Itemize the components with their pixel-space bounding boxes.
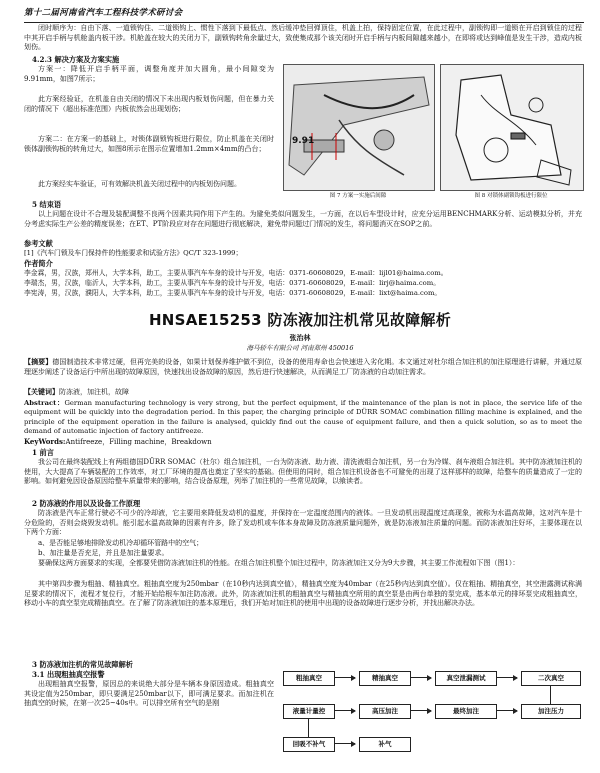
section-1-heading: 1 前言 xyxy=(32,448,54,457)
section-3-1-heading: 3.1 出现粗抽真空报警 xyxy=(32,670,105,679)
keywords-en-label: KeyWords: xyxy=(24,437,66,446)
section-3-1-text: 出现粗抽真空报警，原因总的来说绝大部分是车辆本身原因造成。粗抽真空其设定值为250mbar，即只要满足250mbar以下，即可满足要求。而加注机在抽真空的时候，在第一次25~40s中。可以排空所有空气的是刚 xyxy=(24,680,274,708)
flow-step-leak-test: 真空泄漏测试 xyxy=(435,671,497,686)
figure-8-image xyxy=(440,64,584,191)
flow-arrow xyxy=(411,677,431,678)
section-2-point-b: b、加注量是否充足，并且是加注量要求。 xyxy=(38,549,169,557)
conclusion-text: 以上问题在设计不合理及装配调整不良两个因素共同作用下产生的。为避免类似问题发生，一方面，在以后车型设计时，应充分运用BENCHMARK分析、运动模拟分析，并充分考虑实际生产公差的精度误差；在ET、PT阶段应对存在问题进行彻底解决，避免带问题过门情况的发生，将问题消灭在SOP之前。 xyxy=(24,210,582,228)
flow-connector xyxy=(550,685,551,704)
figure-8-caption: 图 8 对锁体副锁钩板进行限位 xyxy=(474,193,548,199)
plan-two-text: 方案二：在方案一的基础上，对锁体副锁钩板进行限位，防止机盖在关闭时锁体副锁钩板的转角过大，如图8所示在图示位置增加1.2mm×4mm的凸台； xyxy=(24,135,274,153)
flow-step-rough-vacuum: 粗抽真空 xyxy=(283,671,335,686)
figure-7-dimension-label: 9.91 xyxy=(292,136,315,146)
abstract-label: 【摘要】 xyxy=(24,357,53,366)
flow-step-suck-back: 回吸不补气 xyxy=(283,737,335,752)
flow-arrow xyxy=(497,710,517,711)
keywords-en xyxy=(24,437,582,448)
flow-arrow xyxy=(411,710,431,711)
flow-step-final-fill: 最终加注 xyxy=(435,704,497,719)
flow-step-high-pressure-fill: 高压加注 xyxy=(359,704,411,719)
figure-7-image xyxy=(283,64,435,191)
abstract-cn xyxy=(24,357,582,377)
flow-step-fine-vacuum: 精抽真空 xyxy=(359,671,411,686)
abstract-en xyxy=(24,399,582,437)
plan-one-text: 方案一：降低开启手柄平面，调整角度并加大圆角，最小间隙变为9.91mm，如图7所示； xyxy=(24,65,274,83)
intro-paragraph: 闭时顺序为：自由下落、一道锁钩住、二道锁钩上、惯性下落到下最低点、然后缓冲垫回弹顶住，机盖上拍，保持固定位置，在此过程中，副锁钩即一道锁在开启到锁住的过程中其开启手柄与机舱盖内板干涉。机舱盖在较大的关闭力下，副锁钩转角余量过大，致使集成那个该关闭时开启手柄与内板间隙越来越小，在即将或达到峰值是发生干涉，造成内板划伤。 xyxy=(24,24,582,52)
section-4-2-3-heading: 4.2.3 解决方案及方案实施 xyxy=(32,55,120,64)
figure-7-caption: 图 7 方案一实施后间隙 xyxy=(329,193,387,199)
author-bio-1: 李金霖，男，汉族，郑州人，大学本科，助工，主要从事汽车车身的设计与开发，电话：0371-60608029，E-mail：lijl01@haima.com。 xyxy=(24,269,448,277)
references-heading: 参考文献 xyxy=(24,239,53,248)
keywords-cn-text: 防冻液，加注机，故障 xyxy=(59,388,129,396)
section-2-point-a: a、是否能足够地排除发动机冷却循环管路中的空气； xyxy=(38,539,204,547)
process-flow-diagram xyxy=(283,663,583,768)
keywords-label: 【关键词】 xyxy=(24,387,59,396)
flow-step-air-refill: 补气 xyxy=(359,737,411,752)
author-bio-3: 李宪涛，男，汉族，濮阳人，大学本科，助工，主要从事汽车车身的设计与开发，电话：0371-60608029，E-mail：lixt@haima.com。 xyxy=(24,289,442,297)
figure-7-drawing xyxy=(284,65,434,190)
flow-connector xyxy=(308,718,309,737)
keywords-en-text: Antifreeze，Filling machine，Breakdown xyxy=(65,438,212,446)
plan-one-verification: 此方案经验证，在机盖自由关闭的情况下未出现内板划伤问题，但在暴力关闭的情况下（超出标准范围）内板依然会出现划伤； xyxy=(24,95,274,113)
article-affiliation: 海马轿车有限公司 河南郑州 450016 xyxy=(246,344,354,352)
abstract-en-text: German manufacturing technology is very strong, but the perfect equipment, if the maintenance of the plan is not in place, the service life of the equipment will be quickly into the degradation period. In this paper, the charging principle of DÜRR SOMAC combination filling machine is explained, and the principle of the equipment operation in the failure is analysed, quickly find out the cause of equipment failure, and then a quick solution, so as to meet the demand of automatic injection of factory antifreeze. xyxy=(24,399,582,436)
flow-arrow xyxy=(335,710,355,711)
figure-8-drawing xyxy=(441,65,583,190)
flow-arrow xyxy=(335,743,355,744)
article-author: 张治林 xyxy=(289,333,311,342)
section-1-text: 我公司在最终装配线上有两组德国DÜRR SOMAC（杜尔）组合加注机，一台为防冻液、助力液、清洗液组合加注机，另一台为冷媒、刹车液组合加注机。其中防冻液加注机的使用，大大提高了车辆装配的工作效率，对工厂环境的提高也奠定了坚实的基础。但使用的同时，组合加注机设备也不可避免的出现了这样那样的故障，给整车的质量造成了一定的影响。如何避免因设备原因给整车质量带来的影响，结合设备原理，列举了加注机的一些常见故障，以飨读者。 xyxy=(24,458,582,486)
article-title: HNSAE15253 防冻液加注机常见故障解析 xyxy=(148,311,452,329)
section-2-text-2: 要确保这两方面要求的实现，全都要凭借防冻液加注机的性能。在组合加注机整个加注过程中，防冻液加注又分为9大步骤，其主要工作流程如下图（图1）： xyxy=(38,559,520,567)
section-2-text-3: 其中第四步骤为粗抽、精抽真空。粗抽真空度为250mbar（在10秒内达到真空值），精抽真空度为40mbar（在25秒内达到真空值）。仅在粗抽、精抽真空，其空泄露测试称满足要求的情况下，流程才复位行，才能开始给根车加注防冻液。此外，防冻液加注机的粗抽真空与精抽真空所用的真空泵是由两台单独的泵完成，基本单元的排环泵完成粗抽真空，移动小车的真空泵完成精抽真空。在了解了防冻液加注的基本原理后，我们开始对加注机的使用中出现的设备故障进行逐步分析，并找出解决办法。 xyxy=(24,580,582,608)
section-3-heading: 3 防冻液加注机的常见故障解析 xyxy=(32,660,133,669)
abstract-cn-text: 德国制造技术非常过硬，但再完美的设备，如果计划保养维护做不到位，设备的使用寿命也会快速进入劣化期。本文通过对杜尔组合加注机的加注原理进行讲解，并通过原理逐步阐述了设备运行中所出现的故障原因，快速找出设备故障的原因，然后进行快速解决，从而满足工厂防冻液的自动加注需求。 xyxy=(24,358,583,376)
author-bio-2: 李瑞杰，男，汉族，临沂人，大学本科，助工，主要从事汽车车身的设计与开发，电话：0371-60608029，E-mail：lirj@haima.com。 xyxy=(24,279,440,287)
reference-1: [1]《汽车门锁及车门保持件的性能要求和试验方法》QC/T 323-1999； xyxy=(24,249,243,257)
plan-two-verification: 此方案经实车验证，可有效解决机盖关闭过程中的内板划伤问题。 xyxy=(38,180,241,188)
running-header: 第十二届河南省汽车工程科技学术研讨会 xyxy=(24,8,584,23)
keywords-cn xyxy=(24,387,582,398)
flow-step-volume-control: 液量计量控 xyxy=(283,704,335,719)
section-2-heading: 2 防冻液的作用以及设备工作原理 xyxy=(32,499,141,508)
flow-step-fill-pressure: 加注压力 xyxy=(521,704,581,719)
flow-step-second-vacuum: 二次真空 xyxy=(521,671,581,686)
flow-arrow xyxy=(335,677,355,678)
flow-arrow xyxy=(497,677,517,678)
section-2-text: 防冻液是汽车正常行驶必不可少的冷却液，它主要用来降低发动机的温度，并保持在一定温度范围内的液体。一旦发动机出现温度过高现象，被称为水温高故障，这对汽车是十分危险的，否则会烧毁发动机。能引起水温高故障的因素有许多，除了发动机或车体本身故障及防冻液质量问题外，就是防冻液加注质量的问题。而防冻液加注好坏，主要体现在以下两个方面： xyxy=(24,509,582,537)
abstract-en-label: Abstract： xyxy=(24,399,65,407)
author-bio-heading: 作者简介 xyxy=(24,259,53,268)
section-5-heading: 5 结束语 xyxy=(32,200,62,209)
